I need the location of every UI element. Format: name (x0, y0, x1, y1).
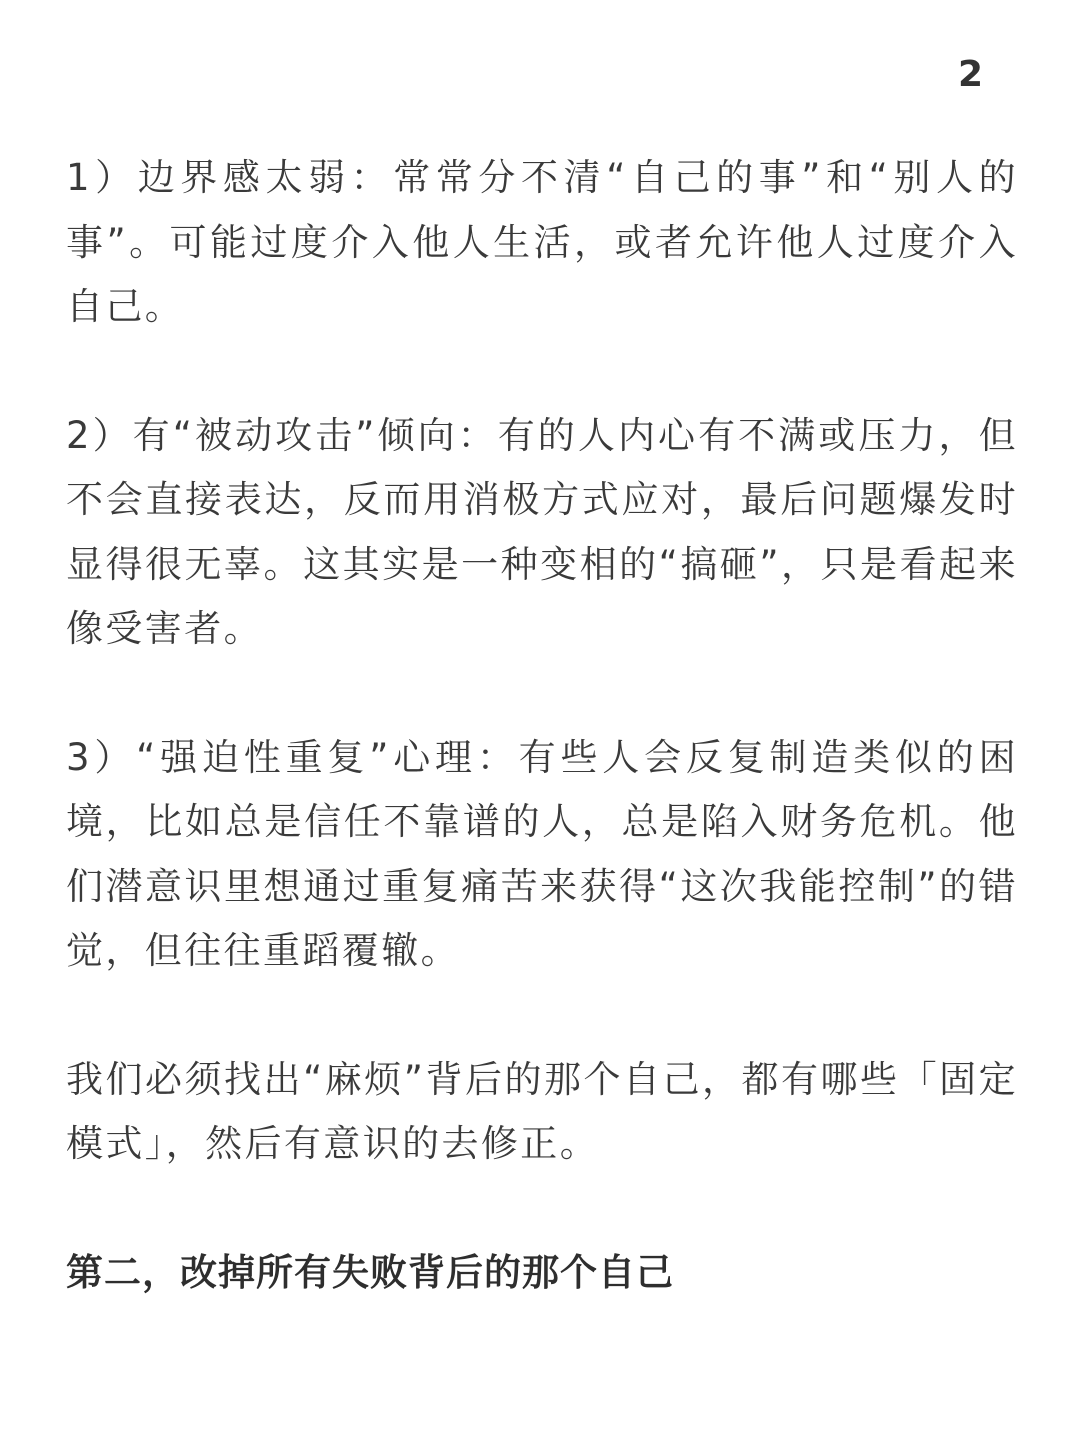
page-number: 2 (958, 54, 984, 95)
article-body (66, 146, 1018, 1305)
section-heading: 第二，改掉所有失败背后的那个自己 (66, 1250, 674, 1294)
paragraph-boundary: 1）边界感太弱：常常分不清“自己的事”和“别人的事”。可能过度介入他人生活，或者允许他人过度介入自己。 (66, 156, 1018, 328)
paragraph-conclusion: 我们必须找出“麻烦”背后的那个自己，都有哪些「固定模式」，然后有意识的去修正。 (66, 1057, 1018, 1165)
paragraph-passive-aggressive: 2）有“被动攻击”倾向：有的人内心有不满或压力，但不会直接表达，反而用消极方式应对，最后问题爆发时显得很无辜。这其实是一种变相的“搞砸”，只是看起来像受害者。 (66, 413, 1018, 650)
paragraph-repetition-compulsion: 3）“强迫性重复”心理：有些人会反复制造类似的困境，比如总是信任不靠谱的人，总是陷入财务危机。他们潜意识里想通过重复痛苦来获得“这次我能控制”的错觉，但往往重蹈覆辙。 (66, 735, 1018, 972)
